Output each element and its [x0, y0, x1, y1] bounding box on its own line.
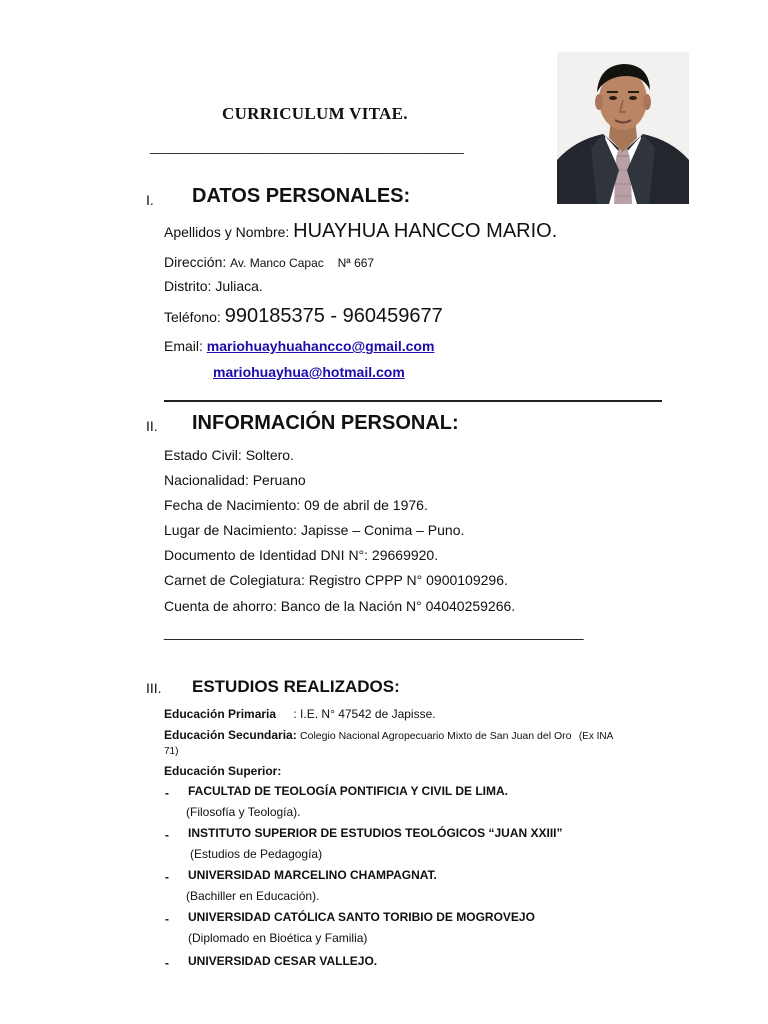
- info-nationality: Nacionalidad: Peruano: [164, 472, 306, 488]
- email-label: Email:: [164, 338, 203, 354]
- full-name-value: HUAYHUA HANCCO MARIO.: [293, 220, 558, 242]
- email-row: [164, 338, 434, 354]
- info-bank-account: Cuenta de ahorro: Banco de la Nación N° 04040259266.: [164, 598, 516, 614]
- phone-value: 990185375 - 960459677: [224, 305, 443, 327]
- edu-item-1-name: [188, 784, 508, 798]
- section-divider-2: ________________________________________________________: [164, 624, 584, 640]
- phone-label: Teléfono:: [164, 309, 221, 325]
- edu-primary-row: [164, 707, 436, 721]
- address-number: Nª 667: [337, 256, 375, 270]
- edu-secondary-label: Educación Secundaria:: [164, 728, 297, 742]
- edu-secondary-value: Colegio Nacional Agropecuario Mixto de San Juan del Oro: [300, 730, 572, 742]
- edu-primary-value: : I.E. N° 47542 de Japisse.: [293, 707, 436, 721]
- edu-item-2-name: [188, 826, 563, 840]
- edu-item-3-title: UNIVERSIDAD MARCELINO CHAMPAGNAT.: [188, 868, 437, 882]
- full-name-row: [164, 220, 557, 243]
- title-underline: ___________________________________________: [150, 138, 464, 154]
- section-divider-1: [164, 400, 662, 402]
- edu-secondary-extra: (Ex INA: [578, 731, 614, 742]
- info-birth-date: Fecha de Nacimiento: 09 de abril de 1976.: [164, 497, 428, 513]
- phone-row: [164, 305, 443, 328]
- section-title-estudios: ESTUDIOS REALIZADOS:: [192, 677, 400, 696]
- list-bullet: -: [165, 956, 169, 970]
- section-title-informacion-personal: INFORMACIÓN PERSONAL:: [192, 412, 459, 434]
- edu-primary-label: Educación Primaria: [164, 707, 277, 721]
- edu-item-1-title: FACULTAD DE TEOLOGÍA PONTIFICIA Y CIVIL DE LIMA.: [188, 784, 509, 798]
- info-dni: Documento de Identidad DNI N°: 29669920.: [164, 547, 439, 563]
- edu-item-2-note: (Estudios de Pedagogía): [190, 847, 323, 861]
- section-number-2: II.: [146, 418, 158, 434]
- full-name-label: Apellidos y Nombre:: [164, 224, 290, 240]
- edu-superior-label-text: Educación Superior:: [164, 764, 282, 778]
- edu-item-4-name: [188, 910, 535, 924]
- edu-item-3-name: [188, 868, 437, 882]
- edu-secondary-row: [164, 728, 613, 742]
- list-bullet: -: [165, 912, 169, 926]
- info-birth-place: Lugar de Nacimiento: Japisse – Conima – Puno.: [164, 522, 465, 538]
- list-bullet: -: [165, 828, 169, 842]
- edu-item-4-title: UNIVERSIDAD CATÓLICA SANTO TORIBIO DE MOGROVEJO: [188, 910, 535, 924]
- edu-secondary-extra-cont: 71): [164, 746, 179, 757]
- section-number-3: III.: [146, 680, 162, 696]
- edu-superior-label: [164, 764, 281, 778]
- edu-item-5-title: UNIVERSIDAD CESAR VALLEJO.: [188, 954, 378, 968]
- district-row: Distrito: Juliaca.: [164, 278, 263, 294]
- address-row: [164, 254, 374, 270]
- portrait-image: [557, 52, 689, 204]
- edu-item-3-note: (Bachiller en Educación).: [186, 889, 320, 903]
- section-number-1: I.: [146, 192, 154, 208]
- info-colegiatura: Carnet de Colegiatura: Registro CPPP N° 0900109296.: [164, 572, 508, 588]
- document-title: CURRICULUM VITAE.: [222, 104, 408, 123]
- address-value: Av. Manco Capac: [230, 256, 324, 270]
- profile-photo: [557, 52, 689, 204]
- section-title-datos-personales: DATOS PERSONALES:: [192, 185, 411, 207]
- info-civil-status: Estado Civil: Soltero.: [164, 447, 294, 463]
- email-link-gmail[interactable]: mariohuayhuahancco@gmail.com: [206, 338, 435, 354]
- list-bullet: -: [165, 870, 169, 884]
- edu-item-4-note: (Diplomado en Bioética y Familia): [188, 931, 368, 945]
- list-bullet: -: [165, 786, 169, 800]
- edu-item-5-name: [188, 954, 377, 968]
- edu-item-2-title: INSTITUTO SUPERIOR DE ESTUDIOS TEOLÓGICOS “JUAN XXIII”: [188, 826, 563, 840]
- email-link-hotmail[interactable]: mariohuayhua@hotmail.com: [213, 364, 405, 380]
- edu-item-1-note: (Filosofía y Teología).: [186, 805, 301, 819]
- email-row-2: [213, 364, 405, 380]
- address-label: Dirección:: [164, 254, 227, 270]
